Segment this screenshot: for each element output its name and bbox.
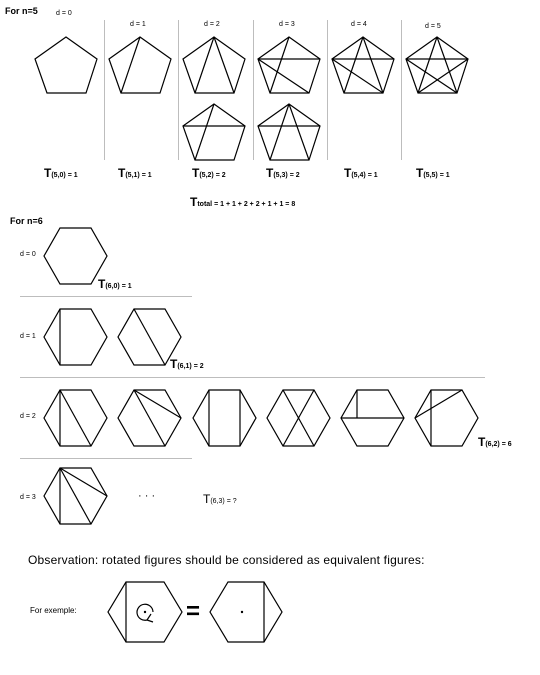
n5-d-label: d = 5 <box>425 23 441 30</box>
n5-d-label: d = 4 <box>351 21 367 28</box>
t6-count-label: T(6,1) = 2 <box>170 357 204 371</box>
t5-count-label: T(5,0) = 1 <box>44 166 78 180</box>
t6-count-label: T(6,3) = ? <box>203 492 237 506</box>
n6-d-label: d = 0 <box>20 251 36 258</box>
n6-d-label: d = 1 <box>20 333 36 340</box>
n6-d-label: d = 3 <box>20 494 36 501</box>
n6-heading: For n=6 <box>10 216 43 226</box>
example-label: For exemple: <box>30 606 77 615</box>
t5-count-label: T(5,3) = 2 <box>266 166 300 180</box>
observation-text: Observation: rotated figures should be considered as equivalent figures: <box>28 553 425 567</box>
t6-count-label: T(6,2) = 6 <box>478 435 512 449</box>
t5-count-label: T(5,1) = 1 <box>118 166 152 180</box>
t5-count-label: T(5,4) = 1 <box>344 166 378 180</box>
n5-heading: For n=5 <box>5 6 38 16</box>
t5-count-label: T(5,5) = 1 <box>416 166 450 180</box>
ellipsis: · · · <box>138 490 156 502</box>
n5-d-label: d = 3 <box>279 21 295 28</box>
t-total-label: Ttotal = 1 + 1 + 2 + 2 + 1 + 1 = 8 <box>190 195 296 209</box>
n5-d-label: d = 1 <box>130 21 146 28</box>
n5-d-label: d = 0 <box>56 10 72 17</box>
n5-d-label: d = 2 <box>204 21 220 28</box>
n6-d-label: d = 2 <box>20 413 36 420</box>
t6-count-label: T(6,0) = 1 <box>98 277 132 291</box>
t5-count-label: T(5,2) = 2 <box>192 166 226 180</box>
equals-sign: = <box>186 598 201 625</box>
